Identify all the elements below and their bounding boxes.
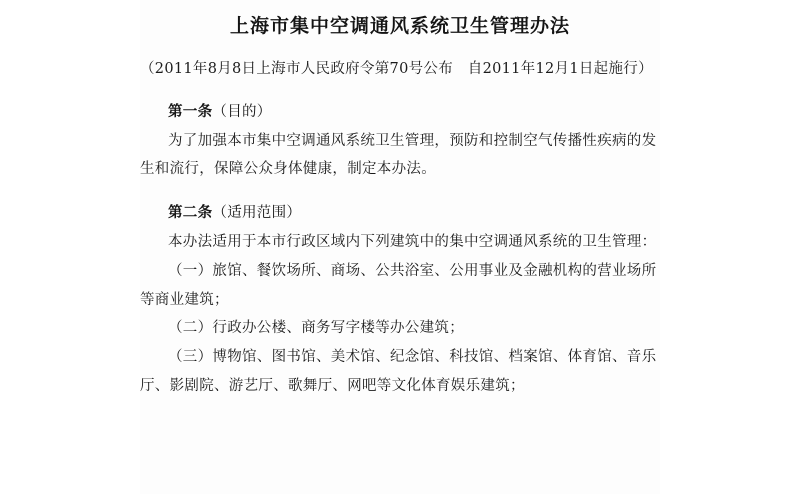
article-2-item-3: （三）博物馆、图书馆、美术馆、纪念馆、科技馆、档案馆、体育馆、音乐厅、影剧院、游艺厅、歌舞厅、网吧等文化体育娱乐建筑； [140,348,657,394]
page-content [140,0,660,400]
document-promulgation-note: （2011年8月8日上海市人民政府令第70号公布 自2011年12月1日起施行） [140,60,653,77]
article-1-note: （目的） [212,103,272,120]
left-margin [0,0,140,500]
article-2-paragraph-1: 本办法适用于本市行政区域内下列建筑中的集中空调通风系统的卫生管理： [168,234,657,251]
article-2-number: 第二条 [168,204,213,222]
article-2-item-2: （二）行政办公楼、商务写字楼等办公建筑； [168,320,464,337]
article-1-paragraph-1: 为了加强本市集中空调通风系统卫生管理，预防和控制空气传播性疾病的发生和流行，保障公众身体健康，制定本办法。 [140,132,657,178]
article-2-note: （适用范围） [212,205,302,222]
article-2-item-1: （一）旅馆、餐饮场所、商场、公共浴室、公用事业及金融机构的营业场所等商业建筑； [140,262,657,308]
article-2-heading [140,198,660,228]
page-title: 上海市集中空调通风系统卫生管理办法 [229,15,570,37]
section-article-1 [140,97,660,184]
article-1-number: 第一条 [168,102,213,120]
article-1-heading [140,97,660,127]
right-margin [660,0,800,500]
section-article-2 [140,198,660,400]
